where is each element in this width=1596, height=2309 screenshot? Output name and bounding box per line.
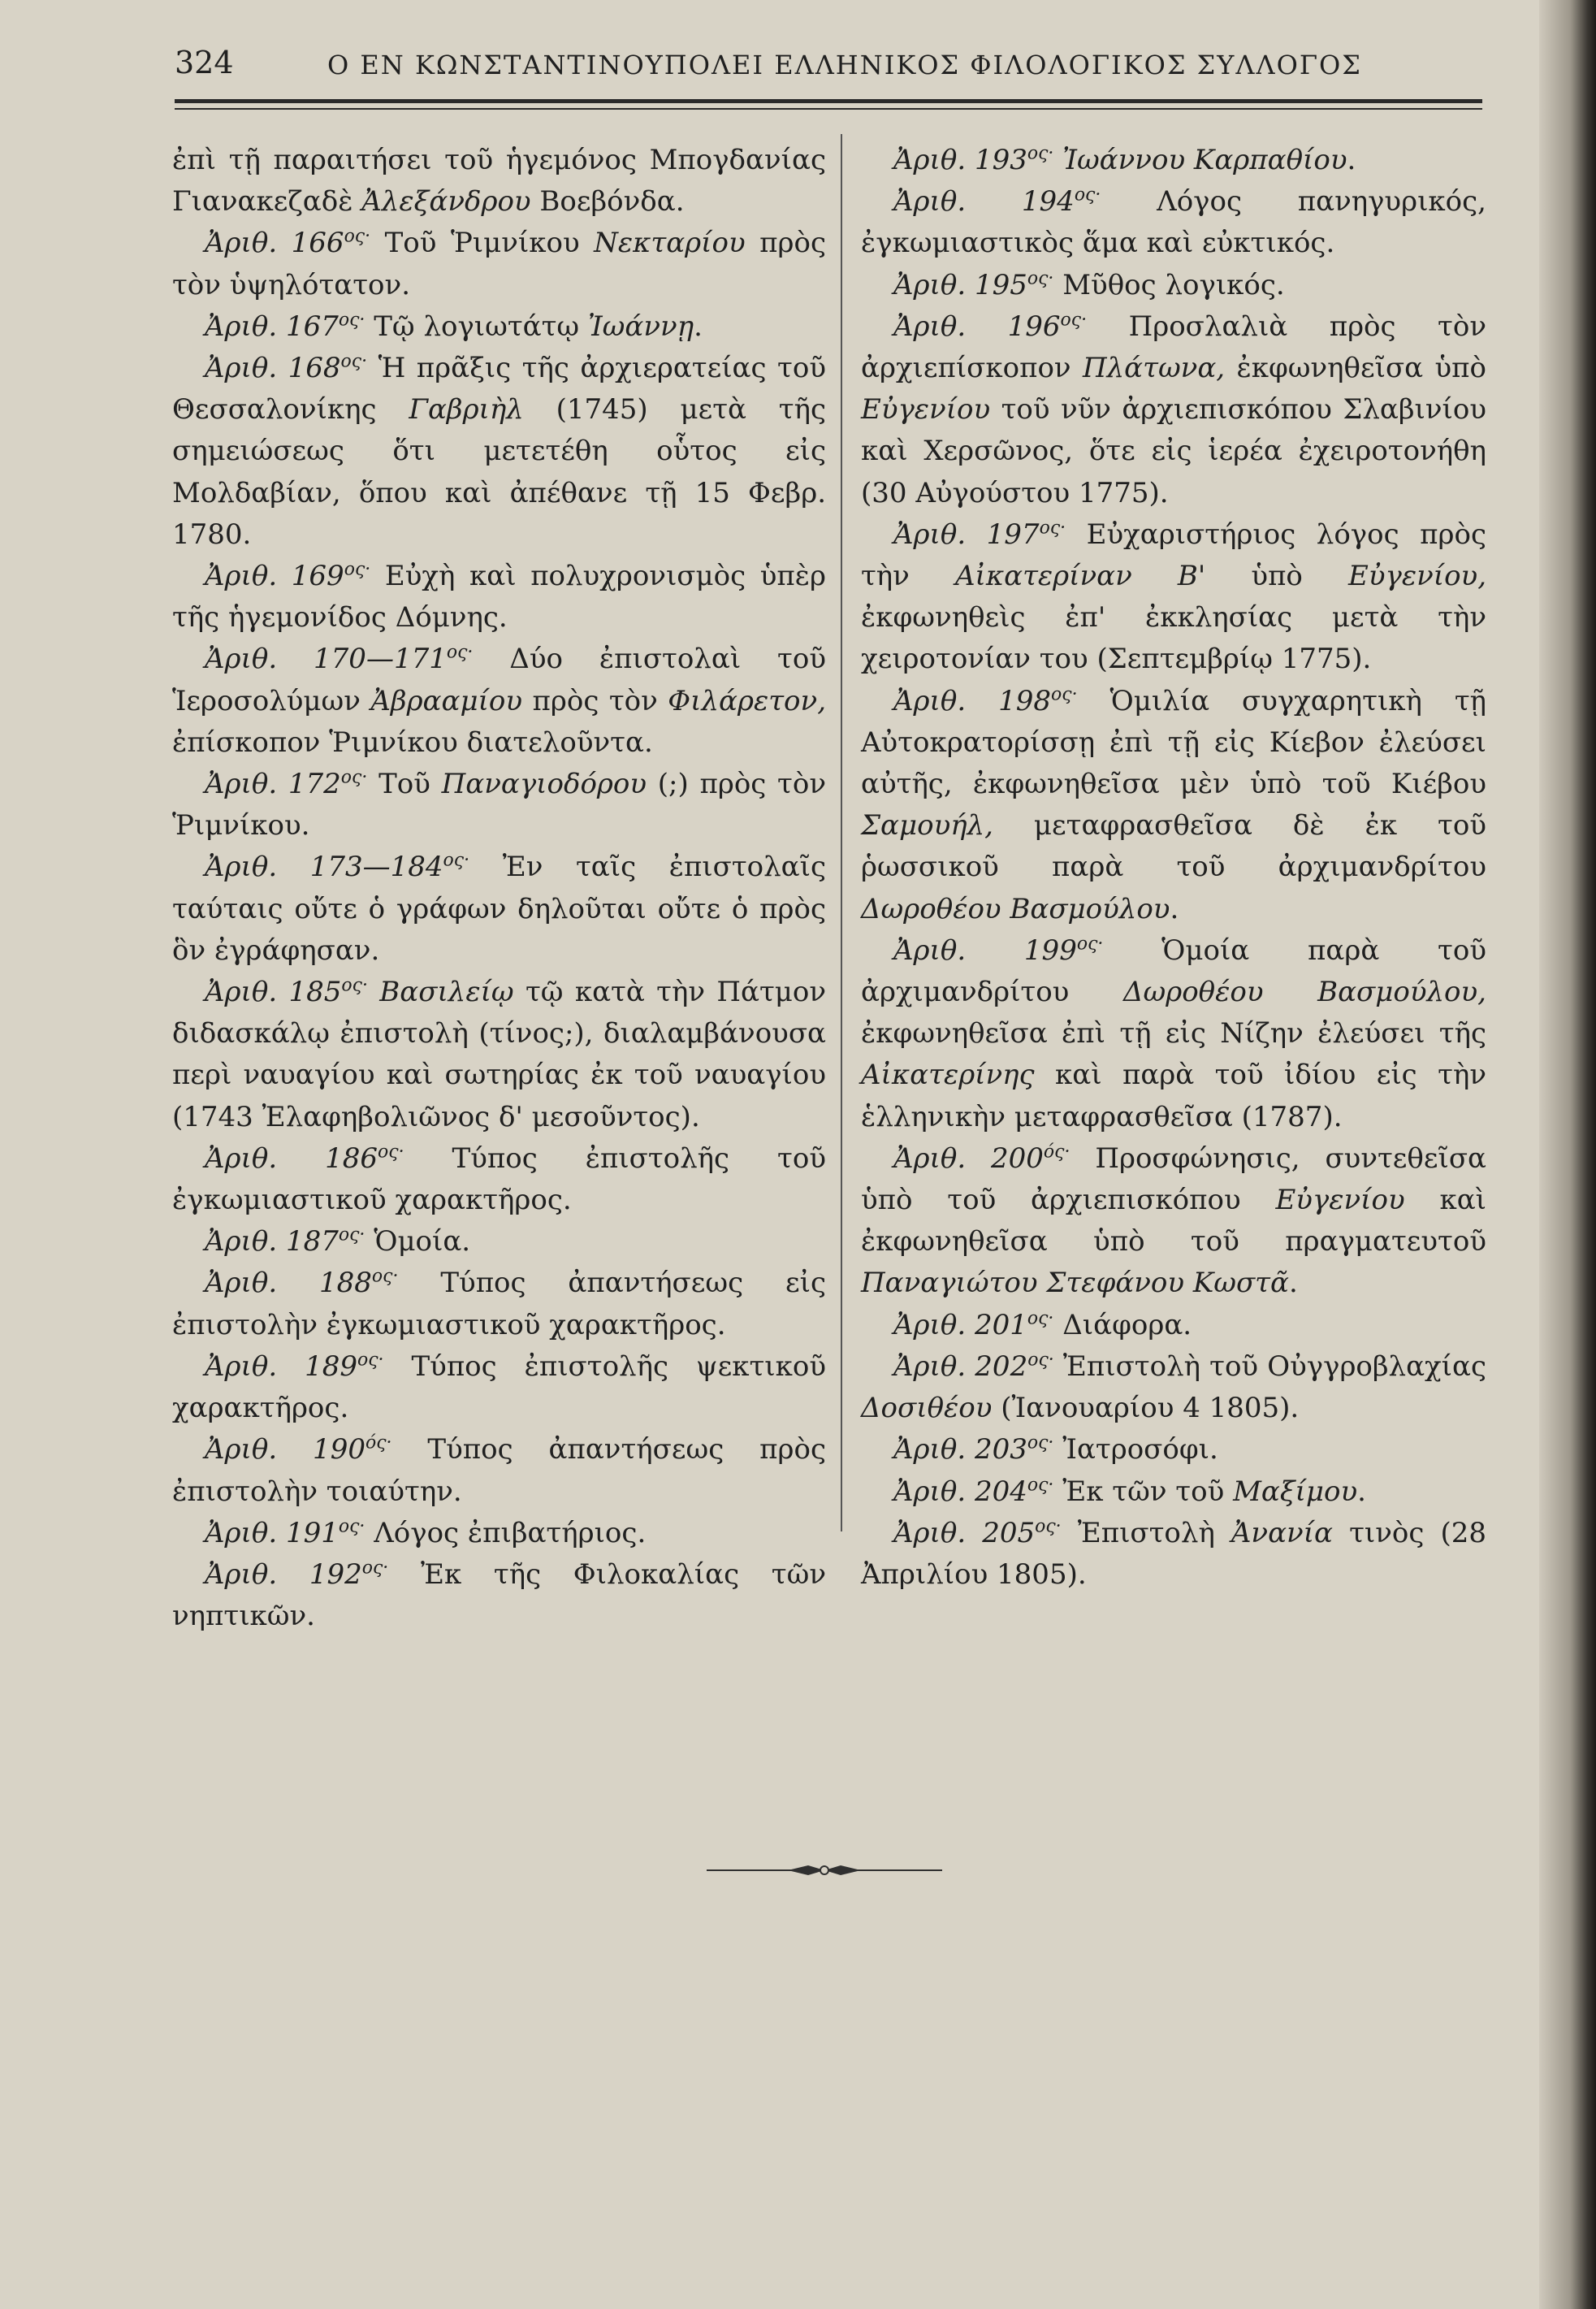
header-rule-thin — [175, 108, 1482, 110]
entry-190: Ἀριθ. $190^{ό\varsigma\cdot}$ Τύπος ἀπαντήσεως πρὸς ἐπιστολὴν τοιαύτην. — [172, 1432, 826, 1508]
end-ornament — [707, 1862, 942, 1878]
entry-187: Ἀριθ. $187^{o\varsigma\cdot}$ Ὁμοία. — [205, 1224, 471, 1258]
entry-199: Ἀριθ. $199^{o\varsigma\cdot}$ Ὁμοία παρὰ τοῦ ἀρχιμανδρίτου Δωροθέου Βασμούλου, ἐκφωνηθεῖσα ἐπὶ τῇ εἰς Νίζην ἐλεύσει τῆς Αἰκατερίνης καὶ παρὰ τοῦ ἰδίου εἰς τὴν ἑλληνικὴν μεταφρασθεῖσα (1787). — [861, 934, 1486, 1133]
book-binding-shadow — [1539, 0, 1596, 2309]
entry-168: Ἀριθ. $168^{o\varsigma\cdot}$ Ἡ πρᾶξις τῆς ἀρχιερατείας τοῦ Θεσσαλονίκης Γαβριὴλ (1745) μετὰ τῆς σημειώσεως ὅτι μετετέθη οὗτος εἰς Μολδαβίαν, ὅπου καὶ ἀπέθανε τῇ 15 Φεβρ. 1780. — [172, 351, 826, 551]
entry-188: Ἀριθ. $188^{o\varsigma\cdot}$ Τύπος ἀπαντήσεως εἰς ἐπιστολὴν ἐγκωμιαστικοῦ χαρακτῆρος. — [172, 1267, 826, 1341]
page-number: 324 — [175, 45, 234, 80]
entry-191: Ἀριθ. $191^{o\varsigma\cdot}$ Λόγος ἐπιβατήριος. — [205, 1516, 647, 1549]
entry-198: Ἀριθ. $198^{o\varsigma\cdot}$ Ὁμιλία συγχαρητικὴ τῇ Αὐτοκρατορίσσῃ ἐπὶ τῇ εἰς Κίεβον ἐλεύσει αὐτῆς, ἐκφωνηθεῖσα μὲν ὑπὸ τοῦ Κιέβου Σαμουήλ, μεταφρασθεῖσα δὲ ἐκ τοῦ ῥωσσικοῦ παρὰ τοῦ ἀρχιμανδρίτου Δωροθέου Βασμούλου. — [861, 684, 1487, 925]
entry-193: Ἀριθ. $193^{o\varsigma\cdot}$ Ἰωάννου Καρπαθίου. — [893, 143, 1356, 176]
entry-192: Ἀριθ. $192^{o\varsigma\cdot}$ Ἐκ τῆς Φιλοκαλίας τῶν νηπτικῶν. — [172, 1557, 826, 1633]
entry-195: Ἀριθ. $195^{o\varsigma\cdot}$ Μῦθος λογικός. — [893, 268, 1285, 301]
entry-170-171: Ἀριθ. $170—171^{o\varsigma\cdot}$ Δύο ἐπιστολαὶ τοῦ Ἱεροσολύμων Ἀβρααμίου πρὸς τὸν Φιλάρετον, ἐπίσκοπον Ῥιμνίκου διατελοῦντα. — [172, 643, 826, 759]
entry-197: Ἀριθ. $197^{o\varsigma\cdot}$ Εὐχαριστήριος λόγος πρὸς τὴν Αἰκατερίναν Β' ὑπὸ Εὐγενίου, ἐκφωνηθεὶς ἐπ' ἐκκλησίας μετὰ τὴν χειροτονίαν του (Σεπτεμβρίῳ 1775). — [861, 518, 1487, 676]
entry-189: Ἀριθ. $189^{o\varsigma\cdot}$ Τύπος ἐπιστολῆς ψεκτικοῦ χαρακτῆρος. — [172, 1349, 826, 1425]
entry-185: Ἀριθ. $185^{o\varsigma\cdot}$ Βασιλείῳ τῷ κατὰ τὴν Πάτμον διδασκάλῳ ἐπιστολὴ (τίνος;), διαλαμβάνουσα περὶ ναυαγίου καὶ σωτηρίας ἐκ τοῦ ναυαγίου (1743 Ἐλαφηβολιῶνος δ' μεσοῦντος). — [172, 975, 827, 1133]
right-column — [861, 140, 1486, 1596]
entry-205: Ἀριθ. $205^{o\varsigma\cdot}$ Ἐπιστολὴ Ἀνανία τινὸς (28 Ἀπριλίου 1805). — [861, 1516, 1486, 1591]
entry-172: Ἀριθ. $172^{o\varsigma\cdot}$ Τοῦ Παναγιοδόρου (;) πρὸς τὸν Ῥιμνίκου. — [172, 767, 826, 843]
page-header — [175, 45, 1393, 93]
entry-166: Ἀριθ. $166^{o\varsigma\cdot}$ Τοῦ Ῥιμνίκου Νεκταρίου πρὸς τὸν ὑψηλότατον. — [172, 227, 827, 301]
entry-173-184: Ἀριθ. $173—184^{o\varsigma\cdot}$ Ἐν ταῖς ἐπιστολαῖς ταύταις οὔτε ὁ γράφων δηλοῦται οὔτε ὁ πρὸς ὃν ἐγράφησαν. — [172, 851, 827, 967]
header-rule-thick — [175, 99, 1482, 103]
entry-186: Ἀριθ. $186^{o\varsigma\cdot}$ Τύπος ἐπιστολῆς τοῦ ἐγκωμιαστικοῦ χαρακτῆρος. — [172, 1142, 826, 1217]
column-divider — [841, 134, 842, 1531]
entry-203: Ἀριθ. $203^{o\varsigma\cdot}$ Ἰατροσόφι. — [893, 1432, 1218, 1466]
continued-entry: ἐπὶ τῇ παραιτήσει τοῦ ἡγεμόνος Μπογδανίας Γιανακεζαδὲ Ἀλεξάνδρου Βοεβόνδα. — [172, 144, 826, 219]
entry-169: Ἀριθ. $169^{o\varsigma\cdot}$ Εὐχὴ καὶ πολυχρονισμὸς ὑπὲρ τῆς ἡγεμονίδος Δόμνης. — [172, 559, 826, 635]
entry-202: Ἀριθ. $202^{o\varsigma\cdot}$ Ἐπιστολὴ τοῦ Οὐγγροβλαχίας Δοσιθέου (Ἰανουαρίου 4 1805). — [861, 1349, 1486, 1425]
entry-167: Ἀριθ. $167^{o\varsigma\cdot}$ Τῷ λογιωτάτῳ Ἰωάννῃ. — [205, 310, 703, 343]
entry-204: Ἀριθ. $204^{o\varsigma\cdot}$ Ἐκ τῶν τοῦ Μαξίμου. — [893, 1475, 1366, 1508]
left-column — [172, 140, 826, 1637]
entry-196: Ἀριθ. $196^{o\varsigma\cdot}$ Προσλαλιὰ πρὸς τὸν ἀρχιεπίσκοπον Πλάτωνα, ἐκφωνηθεῖσα ὑπὸ Εὐγενίου τοῦ νῦν ἀρχιεπισκόπου Σλαβινίου καὶ Χερσῶνος, ὅτε εἰς ἱερέα ἐχειροτονήθη (30 Αὐγούστου 1775). — [861, 310, 1486, 509]
entry-201: Ἀριθ. $201^{o\varsigma\cdot}$ Διάφορα. — [893, 1308, 1192, 1341]
entry-194: Ἀριθ. $194^{o\varsigma\cdot}$ Λόγος πανηγυρικός, ἐγκωμιαστικὸς ἅμα καὶ εὐκτικός. — [861, 184, 1486, 260]
running-title: Ο ΕΝ ΚΩΝΣΤΑΝΤΙΝΟΥΠΟΛΕΙ ΕΛΛΗΝΙΚΟΣ ΦΙΛΟΛΟΓΙΚΟΣ ΣΥΛΛΟΓΟΣ — [327, 50, 1362, 80]
entry-200: Ἀριθ. $200^{ό\varsigma\cdot}$ Προσφώνησις, συντεθεῖσα ὑπὸ τοῦ ἀρχιεπισκόπου Εὐγενίου καὶ ἐκφωνηθεῖσα ὑπὸ τοῦ πραγματευτοῦ Παναγιώτου Στεφάνου Κωστᾶ. — [861, 1142, 1486, 1300]
